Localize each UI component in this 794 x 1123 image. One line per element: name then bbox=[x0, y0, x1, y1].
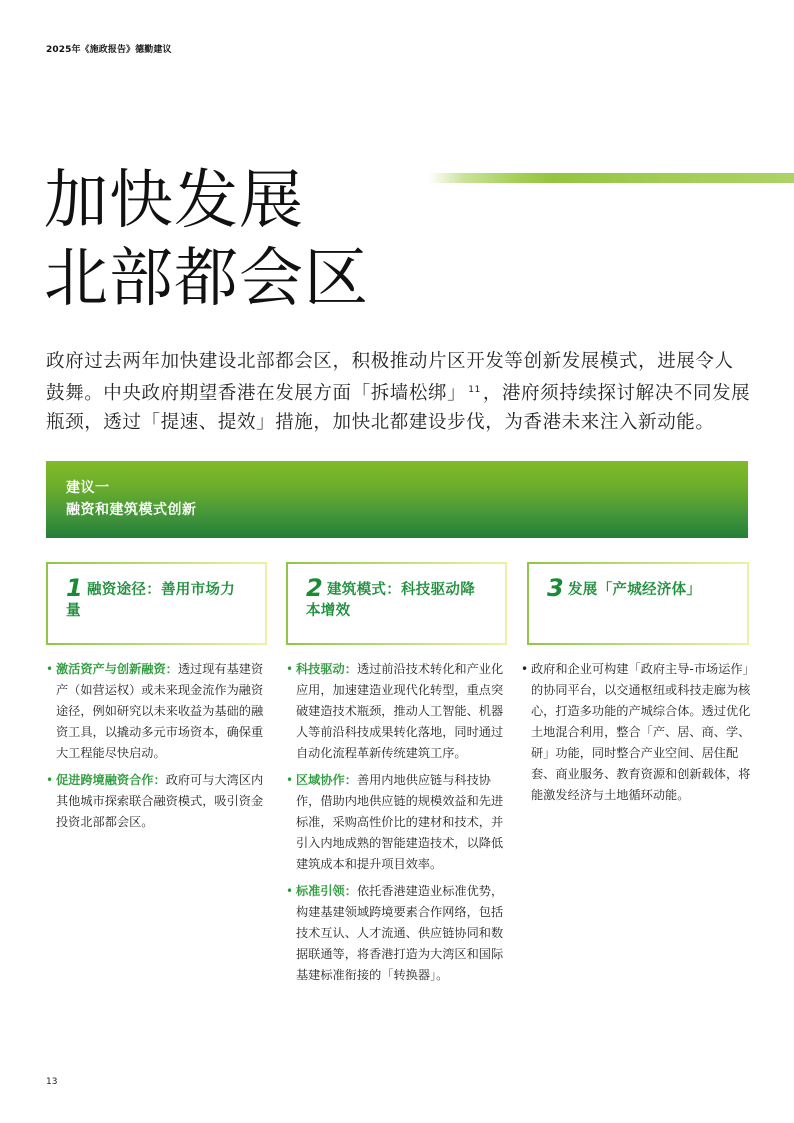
pillar-card-title bbox=[306, 574, 487, 622]
intro-text-part-1: 政府过去两年加快建设北部都会区，积极推动片区开发等创新发展模式，进展令人鼓舞。中央政府期望香港在发展方面「拆墙松绑」 bbox=[46, 351, 734, 404]
bullet-lead: 区域协作： bbox=[296, 773, 357, 787]
bullet-item bbox=[46, 659, 266, 764]
running-header: 2025年《施政报告》德勤建议 bbox=[46, 45, 172, 55]
bullet-lead: 科技驱动： bbox=[296, 662, 357, 676]
bullet-text: 政府可与大湾区内其他城市探索联合融资模式，吸引资金投资北部都会区。 bbox=[56, 773, 264, 829]
bullet-icon: • bbox=[286, 884, 294, 898]
page-title bbox=[44, 162, 369, 318]
intro-paragraph bbox=[46, 347, 752, 437]
pillar-1-bullets bbox=[46, 659, 266, 839]
pillar-number: 2 bbox=[306, 574, 323, 602]
bullet-icon: • bbox=[46, 662, 54, 676]
bullet-item bbox=[46, 770, 266, 833]
pillar-card-3 bbox=[527, 562, 749, 645]
bullet-icon: • bbox=[286, 662, 294, 676]
footnote-ref[interactable]: 11 bbox=[468, 385, 481, 395]
bullet-item bbox=[521, 659, 751, 806]
bullet-icon: • bbox=[46, 773, 54, 787]
page-title-line-1: 加快发展 bbox=[44, 164, 304, 238]
bullet-icon: • bbox=[286, 773, 294, 787]
page-number: 13 bbox=[46, 1077, 58, 1087]
bullet-text: 依托香港建造业标准优势，构建基建领域跨境要素合作网络，包括技术互认、人才流通、供应链协同和数据联通等，将香港打造为大湾区和国际基建标准衔接的「转换器」。 bbox=[296, 884, 504, 982]
pillar-card-title bbox=[66, 574, 247, 622]
title-accent-rule bbox=[428, 173, 794, 183]
recommendation-heading: 融资和建筑模式创新 bbox=[66, 502, 197, 518]
page-title-line-2: 北部都会区 bbox=[44, 242, 369, 316]
bullet-text: 透过前沿技术转化和产业化应用，加速建造业现代化转型，重点突破建造技术瓶颈，推动人工智能、机器人等前沿科技成果转化落地，同时通过自动化流程革新传统建筑工序。 bbox=[296, 662, 504, 760]
bullet-lead: 激活资产与创新融资： bbox=[56, 662, 178, 676]
pillar-card-1 bbox=[46, 562, 267, 645]
pillar-title-text: 发展「产城经济体」 bbox=[568, 582, 702, 598]
intro-text-part-2: ，港府须持续探讨解决不同发展瓶颈，透过「提速、提效」措施，加快北都建设步伐，为香港未来注入新动能。 bbox=[46, 383, 751, 433]
bullet-item bbox=[286, 770, 508, 875]
bullet-item bbox=[286, 881, 508, 986]
pillar-card-title bbox=[547, 574, 729, 602]
bullet-text: 政府和企业可构建「政府主导-市场运作」的协同平台，以交通枢纽或科技走廊为核心，打造多功能的产城综合体。透过优化土地混合利用，整合「产、居、商、学、研」功能，同时整合产业空间、居住配套、商业服务、教育资源和创新载体，将能激发经济与土地循环动能。 bbox=[531, 662, 751, 802]
pillar-title-text: 建筑模式：科技驱动降本增效 bbox=[306, 582, 475, 619]
bullet-icon: • bbox=[521, 662, 529, 676]
pillar-number: 1 bbox=[66, 574, 83, 602]
recommendation-label: 建议一 bbox=[66, 480, 110, 496]
pillar-number: 3 bbox=[547, 574, 564, 602]
pillar-title-text: 融资途径：善用市场力量 bbox=[66, 582, 235, 619]
recommendation-banner bbox=[46, 461, 748, 538]
pillar-2-bullets bbox=[286, 659, 508, 992]
bullet-lead: 促进跨境融资合作： bbox=[56, 773, 166, 787]
pillar-card-2 bbox=[286, 562, 507, 645]
bullet-text: 透过现有基建资产（如营运权）或未来现金流作为融资途径，例如研究以未来收益为基础的融资工具，以撬动多元市场资本，确保重大工程能尽快启动。 bbox=[56, 662, 264, 760]
pillar-3-bullets bbox=[521, 659, 751, 812]
bullet-item bbox=[286, 659, 508, 764]
bullet-lead: 标准引领： bbox=[296, 884, 357, 898]
bullet-text: 善用内地供应链与科技协作，借助内地供应链的规模效益和先进标准，采购高性价比的建材和技术，并引入内地成熟的智能建造技术，以降低建筑成本和提升项目效率。 bbox=[296, 773, 504, 871]
